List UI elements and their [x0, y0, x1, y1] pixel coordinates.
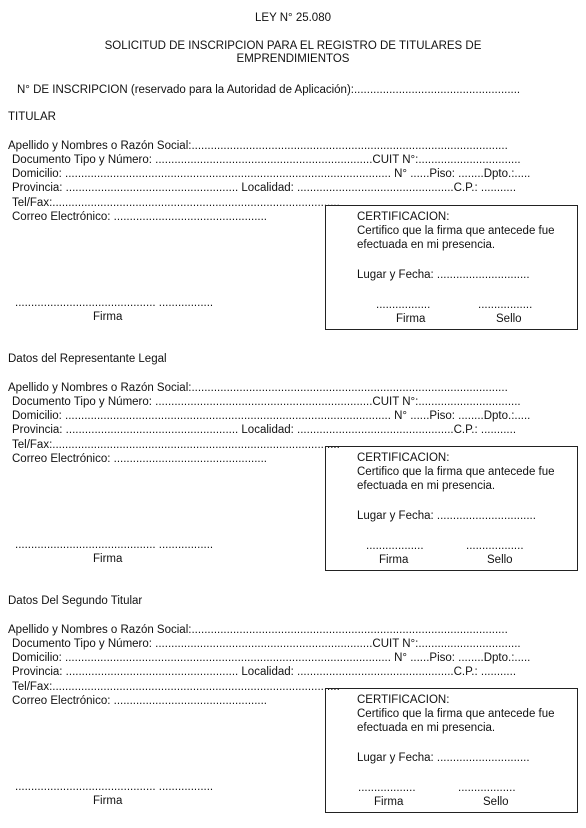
firma-line: ............................................ .................: [15, 781, 214, 793]
certification-box: [325, 688, 578, 813]
form-title-line-2: EMPRENDIMIENTOS: [236, 53, 350, 65]
correo-field[interactable]: Correo Electrónico: ................................................: [12, 211, 267, 223]
cert-sello-line: ..................: [466, 540, 524, 552]
cert-line-2: efectuada en mi presencia.: [357, 239, 496, 251]
correo-field[interactable]: Correo Electrónico: ................................................: [12, 453, 267, 465]
cert-title: CERTIFICACION:: [357, 452, 450, 464]
section-heading: Datos del Representante Legal: [8, 353, 167, 365]
documento-field[interactable]: Documento Tipo y Número: ....................................................................CUIT N°:................................: [12, 638, 521, 650]
telfax-field[interactable]: Tel/Fax:..........................................................................................: [12, 439, 340, 451]
firma-label: Firma: [93, 795, 123, 807]
apellido-field[interactable]: Apellido y Nombres o Razón Social:...................................................................................................: [8, 624, 508, 636]
law-number: LEY N° 25.080: [255, 12, 331, 24]
documento-field[interactable]: Documento Tipo y Número: ....................................................................CUIT N°:................................: [12, 154, 521, 166]
apellido-field[interactable]: Apellido y Nombres o Razón Social:...................................................................................................: [8, 382, 508, 394]
section-heading: Datos Del Segundo Titular: [8, 595, 143, 607]
cert-lugar-fecha[interactable]: Lugar y Fecha: ...............................: [357, 510, 536, 522]
cert-lugar-fecha[interactable]: Lugar y Fecha: .............................: [357, 752, 530, 764]
cert-sello-label: Sello: [487, 554, 513, 566]
provincia-field[interactable]: Provincia: ...................................................... Localidad: .................................................C.P.: ...........: [12, 424, 517, 436]
cert-lugar-fecha[interactable]: Lugar y Fecha: .............................: [357, 269, 530, 281]
domicilio-field[interactable]: Domicilio: ...................................................................................................... N° ......Piso: ........Dpto.:.....: [12, 168, 531, 180]
firma-line: ............................................ .................: [15, 297, 214, 309]
section-heading: TITULAR: [8, 111, 56, 123]
correo-field[interactable]: Correo Electrónico: ................................................: [12, 695, 267, 707]
certification-box: [325, 205, 578, 330]
cert-title: CERTIFICACION:: [357, 211, 450, 223]
firma-label: Firma: [93, 311, 123, 323]
cert-sello-line: .................: [478, 299, 533, 311]
cert-firma-label: Firma: [374, 796, 404, 808]
inscription-number-field[interactable]: N° DE INSCRIPCION (reservado para la Autoridad de Aplicación):....................................................: [17, 84, 521, 96]
firma-line: ............................................ .................: [15, 539, 214, 551]
cert-line-1: Certifico que la firma que antecede fue: [357, 225, 555, 237]
provincia-field[interactable]: Provincia: ...................................................... Localidad: .................................................C.P.: ...........: [12, 182, 517, 194]
cert-firma-label: Firma: [379, 554, 409, 566]
cert-title: CERTIFICACION:: [357, 694, 450, 706]
cert-firma-label: Firma: [396, 313, 426, 325]
telfax-field[interactable]: Tel/Fax:..........................................................................................: [12, 681, 340, 693]
cert-firma-line: ..................: [358, 782, 416, 794]
telfax-field[interactable]: Tel/Fax:..........................................................................................: [12, 197, 340, 209]
cert-line-1: Certifico que la firma que antecede fue: [357, 708, 555, 720]
certification-box: [325, 446, 578, 571]
cert-firma-line: .................: [376, 299, 431, 311]
cert-line-2: efectuada en mi presencia.: [357, 480, 496, 492]
domicilio-field[interactable]: Domicilio: ...................................................................................................... N° ......Piso: ........Dpto.:.....: [12, 652, 531, 664]
cert-firma-line: ..................: [366, 540, 424, 552]
form-title-line-1: SOLICITUD DE INSCRIPCION PARA EL REGISTRO DE TITULARES DE: [104, 40, 482, 52]
provincia-field[interactable]: Provincia: ...................................................... Localidad: .................................................C.P.: ...........: [12, 666, 517, 678]
domicilio-field[interactable]: Domicilio: ...................................................................................................... N° ......Piso: ........Dpto.:.....: [12, 410, 531, 422]
cert-sello-label: Sello: [483, 796, 509, 808]
cert-sello-line: ..................: [458, 782, 516, 794]
documento-field[interactable]: Documento Tipo y Número: ....................................................................CUIT N°:................................: [12, 396, 521, 408]
cert-line-1: Certifico que la firma que antecede fue: [357, 466, 555, 478]
apellido-field[interactable]: Apellido y Nombres o Razón Social:...................................................................................................: [8, 140, 508, 152]
cert-line-2: efectuada en mi presencia.: [357, 722, 496, 734]
firma-label: Firma: [93, 553, 123, 565]
cert-sello-label: Sello: [496, 313, 522, 325]
